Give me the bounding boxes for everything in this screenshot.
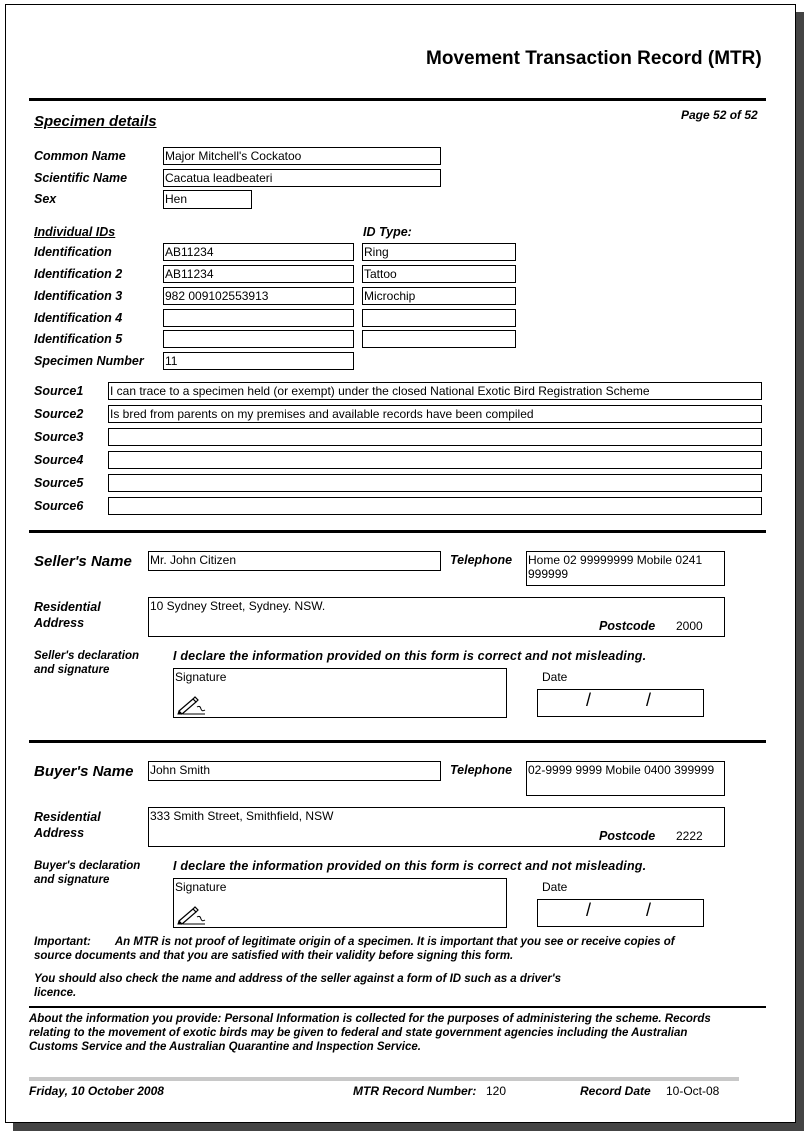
seller-signature-label: Signature — [175, 670, 227, 684]
identification-2-label: Identification 2 — [34, 267, 123, 281]
identification-1-type[interactable]: Ring — [362, 243, 516, 261]
document-page — [5, 4, 796, 1123]
signature-pen-icon — [177, 695, 207, 715]
seller-date-slash-1: / — [586, 690, 592, 710]
buyer-postcode-label: Postcode — [599, 829, 656, 843]
buyer-address-label: Residential Address — [34, 810, 101, 840]
specimen-number-label: Specimen Number — [34, 354, 144, 368]
source-4-label: Source4 — [34, 453, 84, 467]
seller-postcode-value: 2000 — [676, 619, 703, 633]
buyer-address-field[interactable] — [148, 807, 725, 847]
scientific-name-label: Scientific Name — [34, 171, 128, 185]
seller-address-field[interactable] — [148, 597, 725, 637]
identification-5-type[interactable] — [362, 330, 516, 348]
important-label: Important: — [34, 936, 91, 948]
buyer-signature-label: Signature — [175, 880, 227, 894]
id-type-label: ID Type: — [363, 225, 412, 239]
sex-label: Sex — [34, 192, 57, 206]
seller-postcode-label: Postcode — [599, 619, 656, 633]
identification-3-label: Identification 3 — [34, 289, 123, 303]
buyer-date-slash-2: / — [646, 900, 652, 920]
source-2-label: Source2 — [34, 407, 84, 421]
identification-3-field[interactable]: 982 009102553913 — [163, 287, 354, 305]
page-title: Movement Transaction Record (MTR) — [426, 48, 762, 69]
source-1-field[interactable]: I can trace to a specimen held (or exempt) under the closed National Exotic Bird Registration Scheme — [108, 382, 762, 400]
footer-rule — [29, 1077, 739, 1081]
signature-pen-icon — [177, 905, 207, 925]
source-1-label: Source1 — [34, 384, 84, 398]
footer-mtr-number: 120 — [486, 1084, 507, 1098]
identification-4-type[interactable] — [362, 309, 516, 327]
seller-date-field[interactable] — [537, 689, 704, 717]
source-5-label: Source5 — [34, 476, 84, 490]
identification-4-field[interactable] — [163, 309, 354, 327]
identification-2-type[interactable]: Tattoo — [362, 265, 516, 283]
identification-3-type[interactable]: Microchip — [362, 287, 516, 305]
source-6-label: Source6 — [34, 499, 84, 513]
buyer-date-field[interactable] — [537, 899, 704, 927]
identification-5-label: Identification 5 — [34, 332, 123, 346]
source-3-field[interactable] — [108, 428, 762, 446]
identification-1-label: Identification — [34, 245, 112, 259]
important-text: An MTR is not proof of legitimate origin of a specimen. It is important that you see or receive copies of source documents and that you are satisfied with their validity before signing this form. — [34, 936, 675, 962]
buyer-telephone-label: Telephone — [450, 763, 513, 777]
buyer-declaration-text: I declare the information provided on this form is correct and not misleading. — [173, 859, 647, 873]
specimen-heading: Specimen details — [34, 113, 157, 130]
important-text-2: You should also check the name and address of the seller against a form of ID such as a driver's licence. — [34, 973, 561, 999]
buyer-address-value: 333 Smith Street, Smithfield, NSW — [150, 809, 334, 823]
common-name-field[interactable]: Major Mitchell's Cockatoo — [163, 147, 441, 165]
page-number: Page 52 of 52 — [681, 108, 758, 122]
identification-1-field[interactable]: AB11234 — [163, 243, 354, 261]
buyer-name-label: Buyer's Name — [34, 763, 134, 780]
common-name-label: Common Name — [34, 149, 126, 163]
scientific-name-field[interactable]: Cacatua leadbeateri — [163, 169, 441, 187]
buyer-declaration-label: Buyer's declaration and signature — [34, 860, 141, 886]
footer-record-date-label: Record Date — [580, 1084, 651, 1098]
buyer-postcode-value: 2222 — [676, 829, 703, 843]
identification-5-field[interactable] — [163, 330, 354, 348]
footer-date: Friday, 10 October 2008 — [29, 1084, 164, 1098]
section-divider — [29, 530, 766, 533]
footer-record-date: 10-Oct-08 — [666, 1084, 720, 1098]
seller-address-value: 10 Sydney Street, Sydney. NSW. — [150, 599, 326, 613]
specimen-number-field[interactable]: 11 — [163, 352, 354, 370]
source-4-field[interactable] — [108, 451, 762, 469]
buyer-name-field[interactable]: John Smith — [148, 761, 441, 781]
source-3-label: Source3 — [34, 430, 84, 444]
seller-signature-box[interactable] — [173, 668, 507, 718]
buyer-date-label: Date — [542, 880, 568, 894]
important-note — [34, 935, 709, 963]
privacy-rule — [29, 1006, 766, 1008]
section-divider-2 — [29, 740, 766, 743]
privacy-notice: About the information you provide: Personal Information is collected for the purposes of administering the scheme. Records relating to the movement of exotic birds may be given to federal and state government agencies including the Australian Customs Service and the Australian Quarantine and Inspection Service. — [29, 1013, 711, 1053]
seller-declaration-label: Seller's declaration and signature — [34, 650, 140, 676]
source-5-field[interactable] — [108, 474, 762, 492]
identification-2-field[interactable]: AB11234 — [163, 265, 354, 283]
identification-4-label: Identification 4 — [34, 311, 123, 325]
seller-telephone-label: Telephone — [450, 553, 513, 567]
seller-telephone-field[interactable]: Home 02 99999999 Mobile 0241 999999 — [526, 551, 725, 586]
buyer-signature-box[interactable] — [173, 878, 507, 928]
seller-name-field[interactable]: Mr. John Citizen — [148, 551, 441, 571]
source-6-field[interactable] — [108, 497, 762, 515]
footer-mtr-label: MTR Record Number: — [353, 1084, 477, 1098]
buyer-telephone-field[interactable]: 02-9999 9999 Mobile 0400 399999 — [526, 761, 725, 796]
buyer-date-slash-1: / — [586, 900, 592, 920]
seller-name-label: Seller's Name — [34, 553, 132, 570]
seller-date-label: Date — [542, 670, 568, 684]
sex-field[interactable]: Hen — [163, 190, 252, 209]
seller-address-label: Residential Address — [34, 600, 101, 630]
individual-ids-label: Individual IDs — [34, 225, 116, 239]
header-rule — [29, 98, 766, 101]
seller-date-slash-2: / — [646, 690, 652, 710]
seller-declaration-text: I declare the information provided on this form is correct and not misleading. — [173, 649, 647, 663]
source-2-field[interactable]: Is bred from parents on my premises and available records have been compiled — [108, 405, 762, 423]
